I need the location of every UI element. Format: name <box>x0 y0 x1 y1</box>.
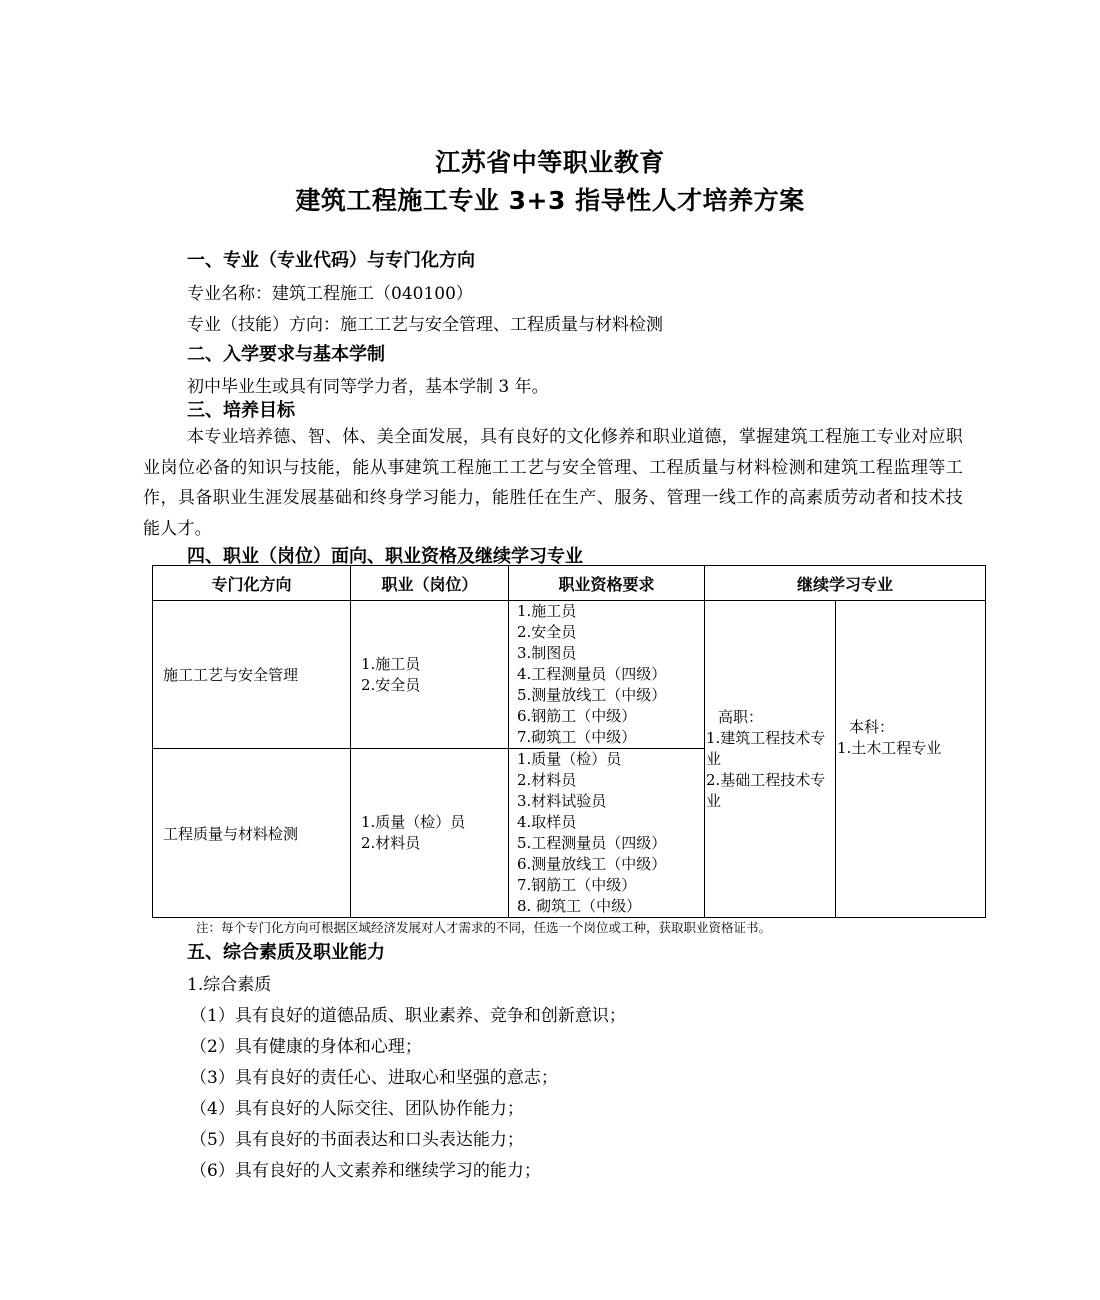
quality-item: （3）具有良好的责任心、进取心和坚强的意志； <box>190 1068 558 1088</box>
vocational-item: 1.建筑工程技术专业 <box>706 728 826 768</box>
quality-item: （5）具有良好的书面表达和口头表达能力； <box>190 1130 524 1150</box>
major-direction-line: 专业（技能）方向：施工工艺与安全管理、工程质量与材料检测 <box>187 315 663 335</box>
job-item: 1.施工员 <box>361 654 421 673</box>
section4-heading: 四、职业（岗位）面向、职业资格及继续学习专业 <box>187 546 583 567</box>
undergrad-heading: 本科： <box>849 718 895 736</box>
job-item: 2.安全员 <box>361 675 421 694</box>
section2-heading: 二、入学要求与基本学制 <box>187 344 385 365</box>
vocational-item: 2.基础工程技术专业 <box>706 770 826 810</box>
job-item: 1.质量（检）员 <box>361 813 466 831</box>
quality-item: （1）具有良好的道德品质、职业素养、竞争和创新意识； <box>190 1006 626 1026</box>
section1-heading: 一、专业（专业代码）与专门化方向 <box>187 250 475 271</box>
document-title-line2: 建筑工程施工专业 3+3 指导性人才培养方案 <box>295 186 805 215</box>
direction-cell: 工程质量与材料检测 <box>153 749 351 918</box>
quality-item: （4）具有良好的人际交往、团队协作能力； <box>190 1099 524 1119</box>
requirement-item: 5.工程测量员（四级） <box>517 834 667 852</box>
continue-undergrad-cell <box>836 601 986 918</box>
requirement-item: 1.质量（检）员 <box>517 750 622 768</box>
requirements-cell <box>509 601 705 749</box>
direction-cell: 施工工艺与安全管理 <box>153 601 351 749</box>
requirement-item: 2.材料员 <box>517 771 577 789</box>
undergrad-item: 1.土木工程专业 <box>837 739 942 757</box>
header-requirements: 职业资格要求 <box>509 566 705 601</box>
continue-vocational-cell <box>705 601 836 918</box>
section3-heading: 三、培养目标 <box>187 400 295 421</box>
training-goal-paragraph: 本专业培养德、智、体、美全面发展，具有良好的文化修养和职业道德，掌握建筑工程施工专业对应职业岗位必备的知识与技能，能从事建筑工程施工工艺与安全管理、工程质量与材料检测和建筑工程监理等工作，具备职业生涯发展基础和终身学习能力，能胜任在生产、服务、管理一线工作的高素质劳动者和技术技能人才。 <box>143 427 963 539</box>
requirements-cell <box>509 749 705 918</box>
section5-heading: 五、综合素质及职业能力 <box>187 942 385 963</box>
requirement-item: 3.制图员 <box>517 644 577 662</box>
jobs-cell <box>351 749 509 918</box>
major-name-line: 专业名称：建筑工程施工（040100） <box>187 284 473 304</box>
table-header-row <box>153 566 986 601</box>
requirement-item: 4.取样员 <box>517 813 577 831</box>
job-item: 2.材料员 <box>361 834 421 852</box>
header-direction: 专门化方向 <box>153 566 351 601</box>
table-row <box>153 601 986 749</box>
vocational-heading: 高职： <box>718 707 764 726</box>
requirement-item: 2.安全员 <box>517 623 577 641</box>
table-note: 注：每个专门化方向可根据区域经济发展对人才需求的不同，任选一个岗位或工种，获取职业资格证书。 <box>196 920 772 935</box>
requirement-item: 7.钢筋工（中级） <box>517 876 637 894</box>
requirement-item: 4.工程测量员（四级） <box>517 665 667 683</box>
admission-text: 初中毕业生或具有同等学力者，基本学制 3 年。 <box>187 377 549 397</box>
qualification-table <box>152 565 986 918</box>
requirement-item: 5.测量放线工（中级） <box>517 686 667 704</box>
requirement-item: 7.砌筑工（中级） <box>517 728 637 746</box>
requirement-item: 3.材料试验员 <box>517 792 607 810</box>
section5-subheading: 1.综合素质 <box>187 975 272 995</box>
requirement-item: 8. 砌筑工（中级） <box>517 897 642 915</box>
quality-item: （6）具有良好的人文素养和继续学习的能力； <box>190 1161 541 1181</box>
requirement-item: 1.施工员 <box>517 602 577 620</box>
jobs-cell <box>351 601 509 749</box>
header-continue-study: 继续学习专业 <box>705 566 986 601</box>
document-title-line1: 江苏省中等职业教育 <box>435 148 665 177</box>
header-job: 职业（岗位） <box>351 566 509 601</box>
requirement-item: 6.测量放线工（中级） <box>517 855 667 873</box>
requirement-item: 6.钢筋工（中级） <box>517 707 637 725</box>
quality-item: （2）具有健康的身体和心理； <box>190 1037 422 1057</box>
